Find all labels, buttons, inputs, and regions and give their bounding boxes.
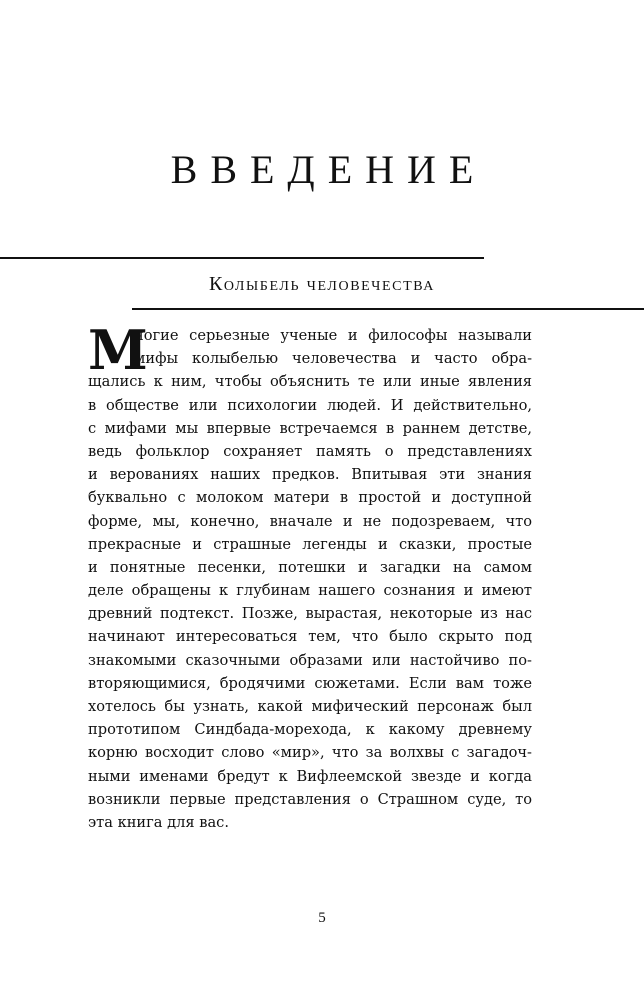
text-line: деле обращены к глубинам нашего сознания и имеют xyxy=(88,582,532,600)
text-line: с мифами мы впервые встречаемся в раннем детстве, xyxy=(88,419,532,437)
text-line: эта книга для вас. xyxy=(88,813,229,831)
text-line: ведь фольклор сохраняет память о представлениях xyxy=(88,442,532,460)
text-line: хотелось бы узнать, какой мифический персонаж был xyxy=(88,698,532,715)
text-line: знакомыми сказочными образами или настойчиво по- xyxy=(88,651,532,669)
text-line: вторяющимися, бродячими сюжетами. Если вам тоже xyxy=(88,674,532,692)
section-rule-top xyxy=(0,257,484,259)
text-line: мифы колыбелью человечества и часто обра- xyxy=(134,350,532,368)
text-line: ными именами бредут к Вифлеемской звезде и когда xyxy=(88,767,532,785)
text-line: буквально с молоком матери в простой и доступной xyxy=(88,489,532,507)
text-line: прекрасные и страшные легенды и сказки, простые xyxy=(88,535,532,553)
text-line: корню восходит слово «мир», что за волхвы с загадоч- xyxy=(88,744,532,762)
text-line: щались к ним, чтобы объяснить те или иные явления xyxy=(88,373,532,391)
text-line: прототипом Синдбада-морехода, к какому древнему xyxy=(88,721,532,739)
section-rule-bottom xyxy=(132,308,644,310)
text-line: форме, мы, конечно, вначале и не подозреваем, что xyxy=(88,512,532,530)
drop-cap: М xyxy=(88,318,148,382)
text-line: ногие серьезные ученые и философы называли xyxy=(134,327,532,344)
page-number: 5 xyxy=(318,910,326,926)
text-line: начинают интересоваться тем, что было скрыто под xyxy=(88,628,532,646)
text-line: возникли первые представления о Страшном суде, то xyxy=(88,790,532,808)
text-line: в обществе или психологии людей. И действительно, xyxy=(88,396,532,414)
text-line: и верованиях наших предков. Впитывая эти знания xyxy=(88,466,532,484)
body-text xyxy=(88,318,532,834)
chapter-title: ВВЕДЕНИЕ xyxy=(170,147,487,192)
text-line: и понятные песенки, потешки и загадки на самом xyxy=(88,558,532,576)
section-title: Колыбель человечества xyxy=(208,273,436,295)
text-line: древний подтекст. Позже, вырастая, некоторые из нас xyxy=(88,605,532,623)
